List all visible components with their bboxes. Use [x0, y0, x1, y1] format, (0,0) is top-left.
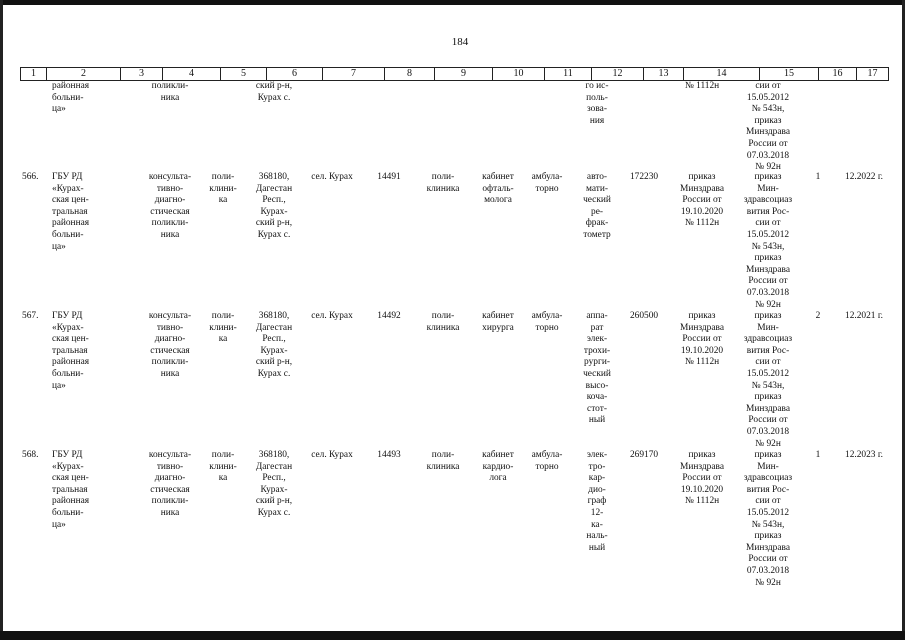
department: поли- клиника	[426, 450, 460, 472]
header-col-10: 10	[493, 68, 545, 80]
header-col-12: 12	[592, 68, 644, 80]
date: 12.2022 г.	[845, 172, 883, 182]
unit-kind: поли- клини- ка	[209, 450, 237, 484]
quantity: 1	[815, 450, 821, 460]
scan-border-left	[0, 0, 3, 640]
row-number: 568.	[22, 450, 39, 460]
cont-organization: районная больни- ца»	[52, 81, 90, 115]
unit-type: консульта- тивно- диагно- стическая поликли- ника	[148, 172, 192, 240]
header-col-7: 7	[323, 68, 385, 80]
cabinet: кабинет хирурга	[482, 311, 514, 333]
organization: ГБУ РД «Курах- ская цен- тральная районная больни- ца»	[52, 172, 90, 252]
table-header	[20, 67, 889, 81]
header-col-13: 13	[644, 68, 684, 80]
header-col-6: 6	[267, 68, 323, 80]
organization: ГБУ РД «Курах- ская цен- тральная районная больни- ца»	[52, 311, 90, 391]
quantity: 2	[815, 311, 821, 321]
price: 260500	[629, 311, 659, 321]
header-col-2: 2	[47, 68, 121, 80]
basis: приказ Мин- здравсоциаз вития Рос- сии от 15.05.2012 № 543н, приказ Минздрава России от 07.03.2018 № 92н	[743, 450, 793, 588]
equipment: авто- мати- ческий ре- фрак- тометр	[583, 172, 611, 240]
header-col-17: 17	[867, 68, 878, 79]
cabinet: кабинет офталь- молога	[482, 172, 514, 206]
order: приказ Минздрава России от 19.10.2020 № 1112н	[680, 172, 724, 229]
quantity: 1	[815, 172, 821, 182]
equipment: аппа- рат элек- трохи- рурги- ческий высо- коча- стот- ный	[583, 311, 611, 426]
header-col-14: 14	[684, 68, 760, 80]
address: 368180, Дагестан Респ., Курах- ский р-н, Курах с.	[255, 172, 293, 240]
cont-basis: сии от 15.05.2012 № 543н, приказ Минздрава России от 07.03.2018 № 92н	[746, 81, 790, 173]
care-mode: амбула- торно	[531, 450, 563, 472]
unit-kind: поли- клини- ка	[209, 311, 237, 345]
record-id: 14492	[377, 311, 401, 321]
header-col-4: 4	[163, 68, 221, 80]
date: 12.2021 г.	[845, 311, 883, 321]
address: 368180, Дагестан Респ., Курах- ский р-н, Курах с.	[255, 311, 293, 379]
date: 12.2023 г.	[845, 450, 883, 460]
header-col-11: 11	[545, 68, 592, 80]
header-col-3: 3	[121, 68, 163, 80]
order: приказ Минздрава России от 19.10.2020 № 1112н	[680, 450, 724, 507]
page-number: 184	[451, 36, 469, 48]
care-mode: амбула- торно	[531, 311, 563, 333]
settlement: сел. Курах	[311, 172, 353, 182]
order: приказ Минздрава России от 19.10.2020 № 1112н	[680, 311, 724, 368]
row-number: 566.	[22, 172, 39, 182]
price: 172230	[629, 172, 659, 182]
scan-border-top	[0, 0, 905, 5]
header-col-1: 1	[21, 68, 47, 80]
cabinet: кабинет кардио- лога	[482, 450, 514, 484]
cont-order: № 1112н	[684, 81, 720, 91]
cont-unit-type: поликли- ника	[151, 81, 189, 103]
record-id: 14491	[377, 172, 401, 182]
basis: приказ Мин- здравсоциаз вития Рос- сии от 15.05.2012 № 543н, приказ Минздрава России от 07.03.2018 № 92н	[743, 172, 793, 310]
department: поли- клиника	[426, 172, 460, 194]
cont-equipment: го ис- поль- зова- ния	[585, 81, 609, 126]
address: 368180, Дагестан Респ., Курах- ский р-н, Курах с.	[255, 450, 293, 518]
organization: ГБУ РД «Курах- ская цен- тральная районная больни- ца»	[52, 450, 90, 530]
header-col-9: 9	[435, 68, 493, 80]
header-col-5: 5	[221, 68, 267, 80]
unit-type: консульта- тивно- диагно- стическая поликли- ника	[148, 311, 192, 379]
department: поли- клиника	[426, 311, 460, 333]
unit-kind: поли- клини- ка	[209, 172, 237, 206]
scan-border-bottom	[0, 631, 905, 640]
header-col-16: 16	[819, 68, 857, 80]
settlement: сел. Курах	[311, 311, 353, 321]
record-id: 14493	[377, 450, 401, 460]
unit-type: консульта- тивно- диагно- стическая поликли- ника	[148, 450, 192, 518]
settlement: сел. Курах	[311, 450, 353, 460]
header-col-15: 15	[760, 68, 819, 80]
price: 269170	[629, 450, 659, 460]
header-col-8: 8	[385, 68, 435, 80]
care-mode: амбула- торно	[531, 172, 563, 194]
row-number: 567.	[22, 311, 39, 321]
equipment: элек- тро- кар- дио- граф 12- ка- наль- ный	[586, 450, 608, 553]
basis: приказ Мин- здравсоциаз вития Рос- сии от 15.05.2012 № 543н, приказ Минздрава России от 07.03.2018 № 92н	[743, 311, 793, 449]
cont-address: ский р-н, Курах с.	[255, 81, 293, 103]
